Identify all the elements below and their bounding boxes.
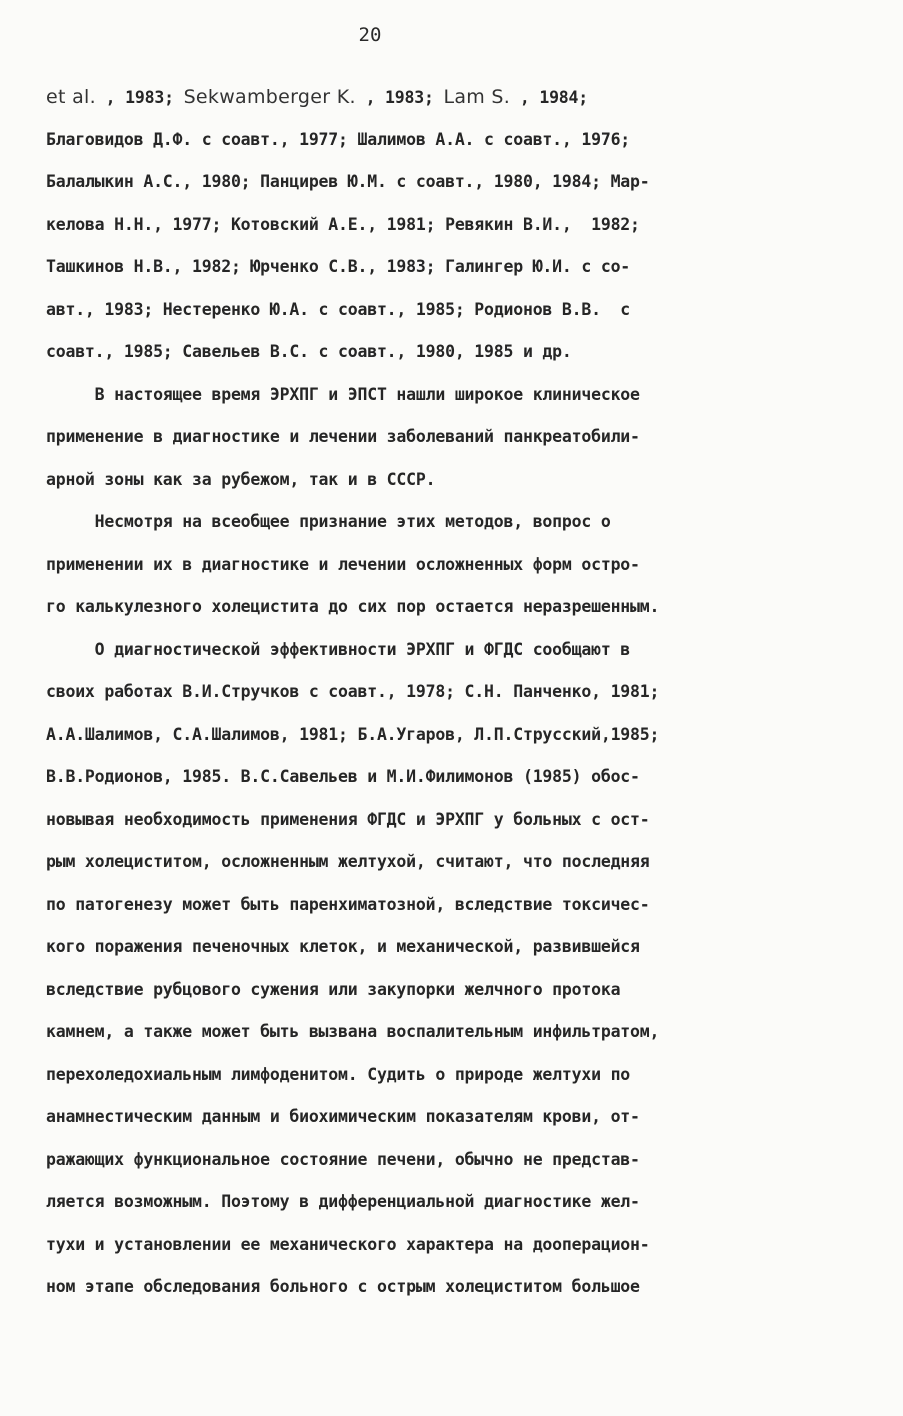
text-line-17: В.В.Родионов, 1985. В.С.Савельев и М.И.Филимонов (1985) обос- xyxy=(46,767,640,786)
text-line-28: тухи и установлении ее механического характера на дооперацион- xyxy=(46,1234,650,1254)
text-line-4: келова Н.Н., 1977; Котовский А.Е., 1981; Ревякин В.И., 1982; xyxy=(46,214,640,234)
text-line-16: А.А.Шалимов, С.А.Шалимов, 1981; Б.А.Угаров, Л.П.Струсский,1985; xyxy=(46,724,660,744)
text-line-1 xyxy=(46,76,858,119)
text-line-24: перехоледохиальным лимфоденитом. Судить о природе желтухи по xyxy=(46,1064,631,1084)
body-text xyxy=(46,76,858,1309)
text-line-11: Несмотря на всеобщее признание этих методов, вопрос о xyxy=(46,512,611,531)
text-lines xyxy=(46,119,858,1309)
text-line-25: анамнестическим данным и биохимическим показателям крови, от- xyxy=(46,1107,640,1126)
text-line-12: применении их в диагностике и лечении осложненных форм остро- xyxy=(46,554,640,574)
text-line-20: по патогенезу может быть паренхиматозной, вследствие токсичес- xyxy=(46,894,650,914)
text-line-29: ном этапе обследования больного с острым холециститом большое xyxy=(46,1277,640,1296)
handwritten-author-2: Sekwamberger K. xyxy=(183,86,356,108)
text-line-21: кого поражения печеночных клеток, и механической, развившейся xyxy=(46,937,640,956)
text-line-8: В настоящее время ЭРХПГ и ЭПСТ нашли широкое клиническое xyxy=(46,384,640,404)
handwritten-author-1: et al. xyxy=(46,86,96,108)
page-number: 20 xyxy=(358,24,382,46)
text-line-2: Благовидов Д.Ф. с соавт., 1977; Шалимов А.А. с соавт., 1976; xyxy=(46,129,631,149)
typed-year-1: , 1983; xyxy=(95,88,184,107)
text-line-10: арной зоны как за рубежом, так и в СССР. xyxy=(46,469,436,489)
text-line-3: Балалыкин А.С., 1980; Панцирев Ю.М. с соавт., 1980, 1984; Мар- xyxy=(46,172,650,191)
text-line-7: соавт., 1985; Савельев В.С. с соавт., 1980, 1985 и др. xyxy=(46,342,572,361)
text-line-15: своих работах В.И.Стручков с соавт., 1978; С.Н. Панченко, 1981; xyxy=(46,682,660,701)
text-line-5: Ташкинов Н.В., 1982; Юрченко С.В., 1983; Галингер Ю.И. с со- xyxy=(46,257,631,276)
text-line-23: камнем, а также может быть вызвана воспалительным инфильтратом, xyxy=(46,1022,660,1041)
text-line-26: ражающих функциональное состояние печени, обычно не представ- xyxy=(46,1149,640,1169)
text-line-6: авт., 1983; Нестеренко Ю.А. с соавт., 1985; Родионов В.В. с xyxy=(46,299,631,319)
text-line-19: рым холециститом, осложненным желтухой, считают, что последняя xyxy=(46,852,650,871)
text-line-13: го калькулезного холецистита до сих пор остается неразрешенным. xyxy=(46,597,660,616)
typed-year-3: , 1984; xyxy=(510,88,589,107)
typed-year-2: , 1983; xyxy=(355,88,444,107)
text-line-27: ляется возможным. Поэтому в дифференциальной диагностике жел- xyxy=(46,1192,640,1211)
text-line-14: О диагностической эффективности ЭРХПГ и ФГДС сообщают в xyxy=(46,639,631,659)
text-line-9: применение в диагностике и лечении заболеваний панкреатобили- xyxy=(46,427,640,446)
text-line-22: вследствие рубцового сужения или закупорки желчного протока xyxy=(46,979,621,999)
handwritten-author-3: Lam S. xyxy=(443,86,511,108)
text-line-18: новывая необходимость применения ФГДС и ЭРХПГ у больных с ост- xyxy=(46,809,650,829)
